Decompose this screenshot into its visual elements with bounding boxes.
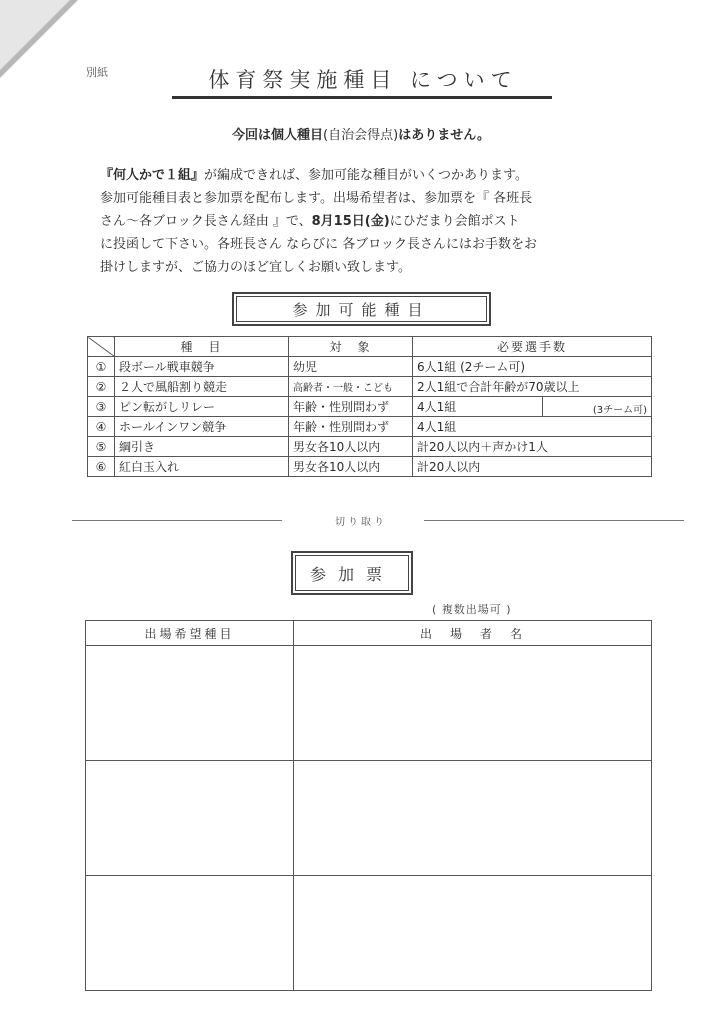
paragraph-line-3 [100, 210, 640, 233]
notice-bold-1: 個人種目 [271, 128, 324, 143]
events-heading-box [232, 292, 491, 326]
event-name: ホールインワン競争 [115, 417, 289, 437]
desired-event-field[interactable] [86, 761, 294, 876]
event-target: 男女各10人以内 [289, 437, 413, 457]
participant-names-field[interactable] [294, 646, 652, 761]
paragraph-line-3-pre: さん～各ブロック長さん経由 』で、 [100, 214, 312, 229]
table-row [86, 761, 652, 876]
notice-bold-2: はありません。 [398, 128, 490, 143]
row-number: ③ [88, 397, 115, 417]
table-row [88, 457, 652, 477]
paragraph-line-1-rest: が編成できれば、参加可能な種目がいくつかあります。 [204, 168, 528, 183]
desired-event-field[interactable] [86, 646, 294, 761]
table-row [88, 417, 652, 437]
event-players: 計20人以内 [413, 457, 652, 477]
event-players: 6人1組 (2チーム可) [413, 357, 652, 377]
table-row [88, 377, 652, 397]
paragraph-line-3-post: にひだまり会館ポスト [389, 214, 520, 229]
event-target: 幼児 [289, 357, 413, 377]
table-row [88, 397, 652, 417]
entry-header-row [86, 621, 652, 646]
table-row [86, 646, 652, 761]
row-number: ⑤ [88, 437, 115, 457]
entry-heading: 参加票 [309, 564, 394, 584]
table-row [88, 357, 652, 377]
participant-names-field[interactable] [294, 761, 652, 876]
entry-form-table [85, 620, 652, 991]
paragraph-line-1-bold: 『何人かで１組』 [100, 168, 205, 183]
event-name: 綱引き [115, 437, 289, 457]
table-row [88, 437, 652, 457]
cut-line-right [424, 520, 684, 521]
cut-label: 切り取り [335, 517, 387, 528]
paragraph-line-2: 参加可能種目表と参加票を配布します。出場希望者は、参加票を『 各班長 [100, 191, 533, 206]
desired-event-field[interactable] [86, 876, 294, 991]
event-name: ピン転がしリレー [115, 397, 289, 417]
notice-prefix: 今回は [232, 128, 272, 143]
events-header-row [88, 337, 652, 357]
event-name: 紅白玉入れ [115, 457, 289, 477]
event-players-cell [413, 397, 652, 417]
deadline-date: 8月15日(金) [311, 214, 390, 229]
events-heading: 参加可能種目 [292, 300, 431, 319]
row-number: ② [88, 377, 115, 397]
table-row [86, 876, 652, 991]
event-players: 4人1組 [413, 417, 652, 437]
col-header-desired-event: 出場希望種目 [86, 621, 294, 646]
page-title: 体育祭実施種目 について [208, 68, 518, 92]
corner-diagonal-cell [88, 337, 115, 357]
events-table [87, 336, 652, 477]
title-underline [172, 96, 552, 99]
notice-paren: (自治会得点) [323, 128, 399, 143]
page-corner-fold-inner [0, 0, 70, 70]
event-name: 段ボール戦車競争 [115, 357, 289, 377]
event-target: 男女各10人以内 [289, 457, 413, 477]
event-players: 計20人以内＋声かけ1人 [413, 437, 652, 457]
event-players-note: (3チーム可) [592, 405, 647, 416]
participant-names-field[interactable] [294, 876, 652, 991]
paragraph-line-4: に投函して下さい。各班長さん ならびに 各ブロック長さんにはお手数をお [100, 237, 538, 252]
multiple-entry-note: ( 複数出場可 ) [432, 603, 512, 616]
row-number: ⑥ [88, 457, 115, 477]
col-header-event: 種 目 [115, 337, 289, 357]
event-name: ２人で風船割り競走 [115, 377, 289, 397]
event-players: 2人1組で合計年齢が70歳以上 [413, 377, 652, 397]
paragraph-line-5: 掛けしますが、ご協力のほど宜しくお願い致します。 [100, 260, 411, 275]
row-number: ④ [88, 417, 115, 437]
attachment-tag: 別紙 [86, 66, 108, 79]
col-header-participant-names: 出 場 者 名 [294, 621, 652, 646]
instruction-paragraph [100, 164, 640, 279]
row-number: ① [88, 357, 115, 377]
col-header-target: 対 象 [289, 337, 413, 357]
event-target: 年齢・性別問わず [289, 417, 413, 437]
paragraph-line-1 [100, 164, 640, 187]
event-target: 年齢・性別問わず [289, 397, 413, 417]
col-header-players: 必要選手数 [413, 337, 652, 357]
notice-line [0, 124, 722, 143]
event-players: 4人1組 [413, 397, 543, 416]
event-target: 高齢者・一般・こども [289, 377, 413, 397]
entry-heading-box [291, 551, 413, 595]
